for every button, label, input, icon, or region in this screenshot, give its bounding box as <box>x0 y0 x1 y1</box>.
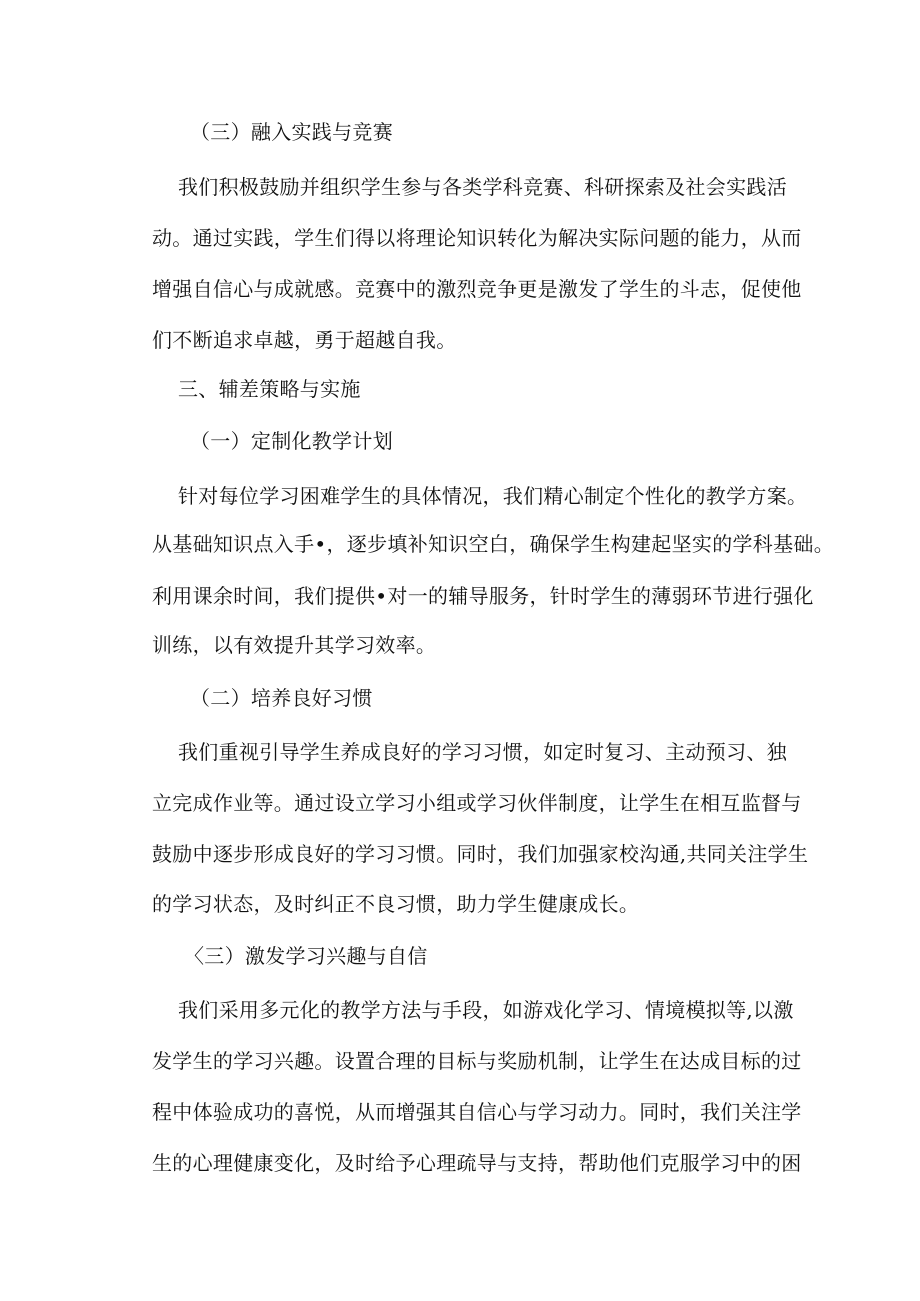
paragraph-line: 的学习状态，及时纠正不良习惯，助力学生健康成长。 <box>152 892 640 916</box>
heading-good-habits: （二）培养良好习惯 <box>190 686 373 710</box>
heading-interest-confidence: 〈三）激发学习兴趣与自信 <box>184 944 428 968</box>
paragraph-line: 立完成作业等。通过设立学习小组或学习伙伴制度，让学生在相互监督与 <box>152 791 802 815</box>
paragraph-line: 们不断追求卓越，勇于超越自我。 <box>152 328 457 352</box>
paragraph-line: 鼓励中逐步形成良好的学习习惯。同时，我们加强家校沟通,共同关注学生 <box>152 842 809 866</box>
paragraph-line: 动。通过实践，学生们得以将理论知识转化为解决实际问题的能力，从而 <box>152 226 802 250</box>
paragraph-line: 我们采用多元化的教学方法与手段，如游戏化学习、情境模拟等,以激 <box>178 998 794 1022</box>
paragraph-line: 我们重视引导学生养成良好的学习习惯，如定时复习、主动预习、独 <box>178 740 787 764</box>
paragraph-line: 利用课余时间，我们提供•对一的辅导服务，针时学生的薄弱环节进行强化 <box>152 584 814 608</box>
heading-section-three: 三、辅差策略与实施 <box>178 377 361 401</box>
heading-practice-competition: （三）融入实践与竞赛 <box>190 120 393 144</box>
heading-custom-plan: （一）定制化教学计划 <box>190 429 393 453</box>
paragraph-line: 从基础知识点入手•，逐步填补知识空白，确保学生构建起坚实的学科基础。 <box>152 532 834 556</box>
paragraph-line: 针对每位学习困难学生的具体情况，我们精心制定个性化的教学方案。 <box>178 484 808 508</box>
paragraph-line: 增强自信心与成就感。竞赛中的激烈竞争更是激发了学生的斗志，促使他 <box>152 277 802 301</box>
paragraph-line: 我们积极鼓励并组织学生参与各类学科竞赛、科研探索及社会实践活 <box>178 175 787 199</box>
paragraph-line: 生的心理健康变化，及时给予心理疏导与支持，帮助他们克服学习中的困 <box>152 1151 802 1175</box>
paragraph-line: 程中体验成功的喜悦，从而增强其自信心与学习动力。同时，我们关注学 <box>152 1100 802 1124</box>
paragraph-line: 发学生的学习兴趣。设置合理的目标与奖励机制，让学生在达成目标的过 <box>152 1049 802 1073</box>
paragraph-line: 训练，以有效提升其学习效率。 <box>152 633 437 657</box>
